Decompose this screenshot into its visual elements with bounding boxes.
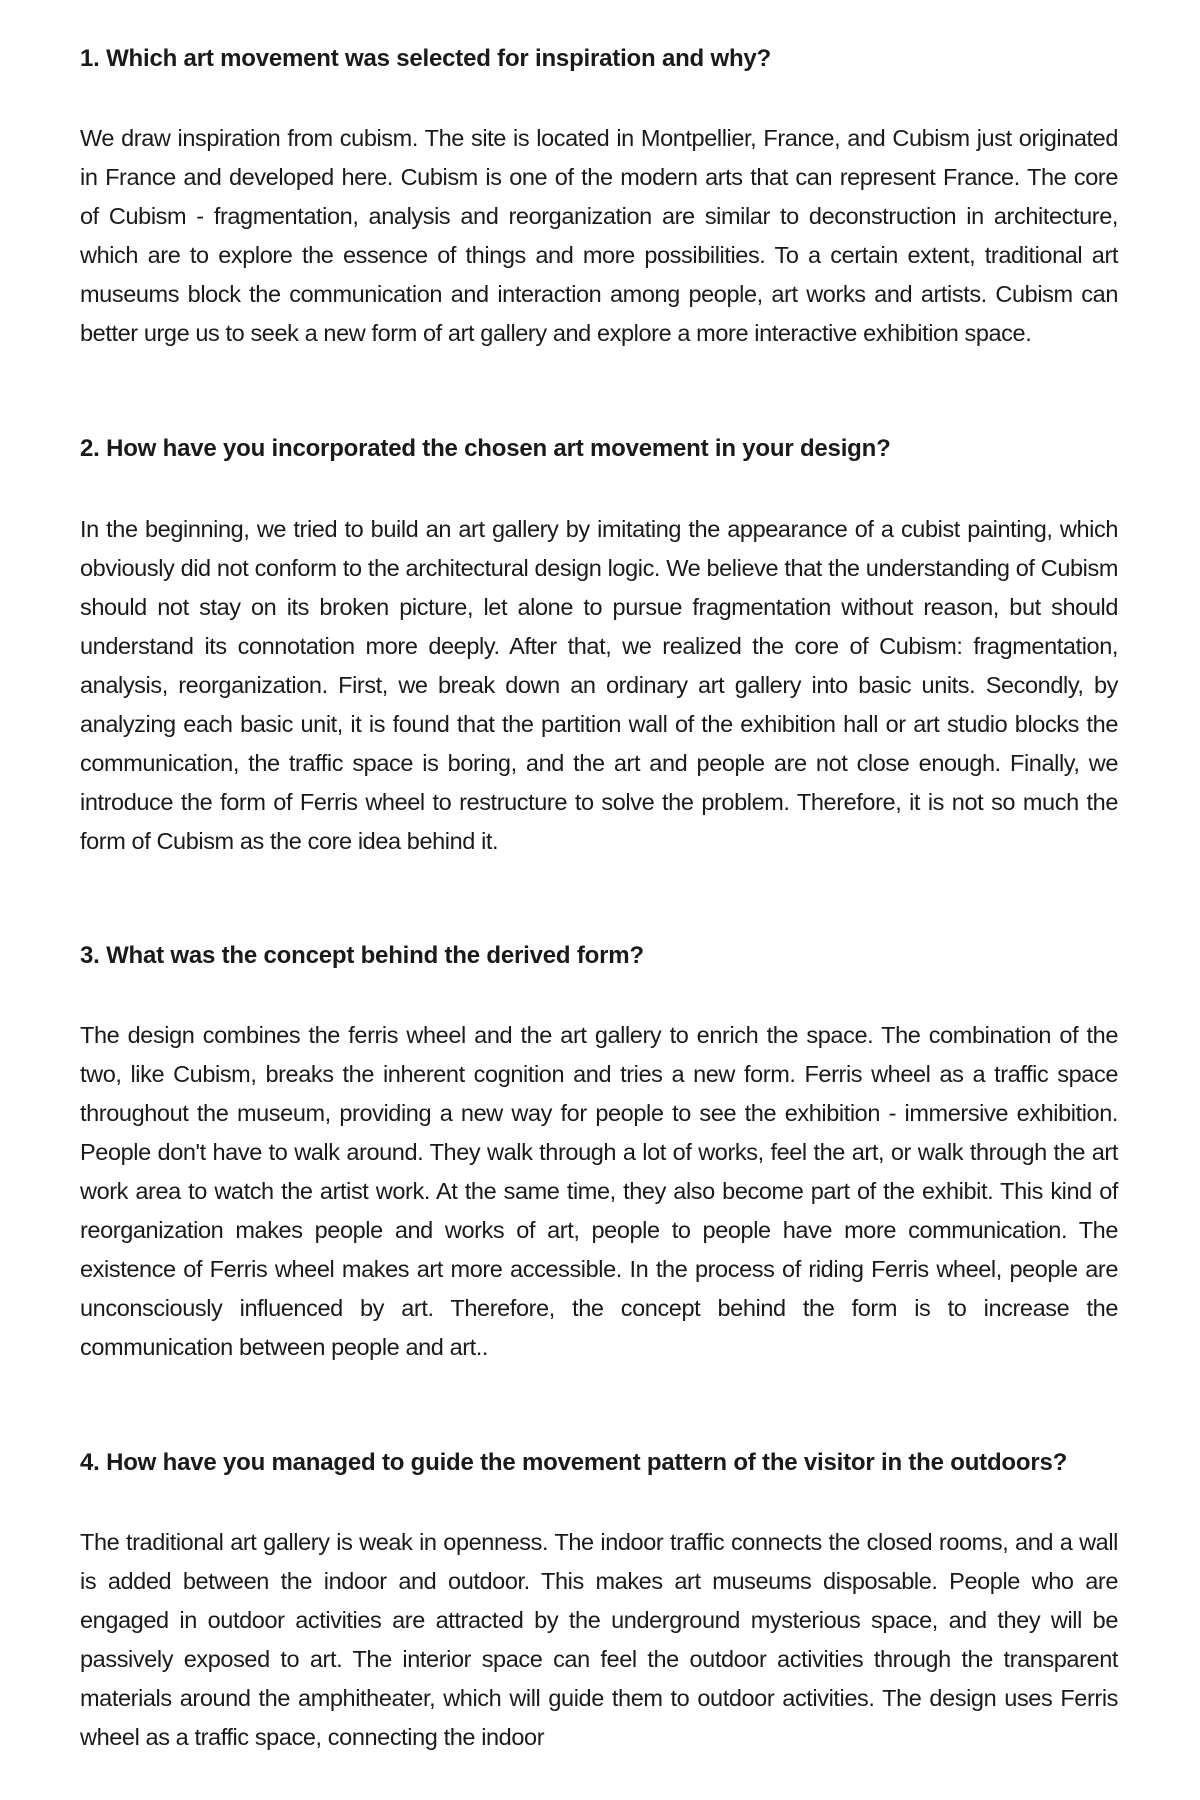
answer-paragraph-1: We draw inspiration from cubism. The site is located in Montpellier, France, and Cubism just originated in France and developed here. Cubism is one of the modern arts that can represent France. The core of Cubism - fragmentation, analysis and reorganization are similar to deconstruction in architecture, which are to explore the essence of things and more possibilities. To a certain extent, traditional art museums block the communication and interaction among people, art works and artists. Cubism can better urge us to seek a new form of art gallery and explore a more interactive exhibition space. — [80, 125, 1118, 346]
answer-paragraph-4: The traditional art gallery is weak in openness. The indoor traffic connects the closed rooms, and a wall is added between the indoor and outdoor. This makes art museums disposable. People who are engaged in outdoor activities are attracted by the underground mysterious space, and they will be passively exposed to art. The interior space can feel the outdoor activities through the transparent materials around the amphitheater, which will guide them to outdoor activities. The design uses Ferris wheel as a traffic space, connecting the indoor — [80, 1529, 1118, 1750]
question-heading-4: 4. How have you managed to guide the movement pattern of the visitor in the outdoors? — [80, 1449, 1068, 1476]
question-heading-3: 3. What was the concept behind the derived form? — [80, 942, 644, 969]
answer-paragraph-2: In the beginning, we tried to build an art gallery by imitating the appearance of a cubist painting, which obviously did not conform to the architectural design logic. We believe that the understanding of Cubism should not stay on its broken picture, let alone to pursue fragmentation without reason, but should understand its connotation more deeply. After that, we realized the core of Cubism: fragmentation, analysis, reorganization. First, we break down an ordinary art gallery into basic units. Secondly, by analyzing each basic unit, it is found that the partition wall of the exhibition hall or art studio blocks the communication, the traffic space is boring, and the art and people are not close enough. Finally, we introduce the form of Ferris wheel to restructure to solve the problem. Therefore, it is not so much the form of Cubism as the core idea behind it. — [80, 516, 1118, 854]
answer-paragraph-3: The design combines the ferris wheel and the art gallery to enrich the space. The combination of the two, like Cubism, breaks the inherent cognition and tries a new form. Ferris wheel as a traffic space throughout the museum, providing a new way for people to see the exhibition - immersive exhibition. People don't have to walk around. They walk through a lot of works, feel the art, or walk through the art work area to watch the artist work. At the same time, they also become part of the exhibit. This kind of reorganization makes people and works of art, people to people have more communication. The existence of Ferris wheel makes art more accessible. In the process of riding Ferris wheel, people are unconsciously influenced by art. Therefore, the concept behind the form is to increase the communication between people and art.. — [80, 1022, 1118, 1360]
question-heading-1: 1. Which art movement was selected for inspiration and why? — [80, 45, 772, 72]
question-heading-2: 2. How have you incorporated the chosen art movement in your design? — [80, 435, 891, 462]
